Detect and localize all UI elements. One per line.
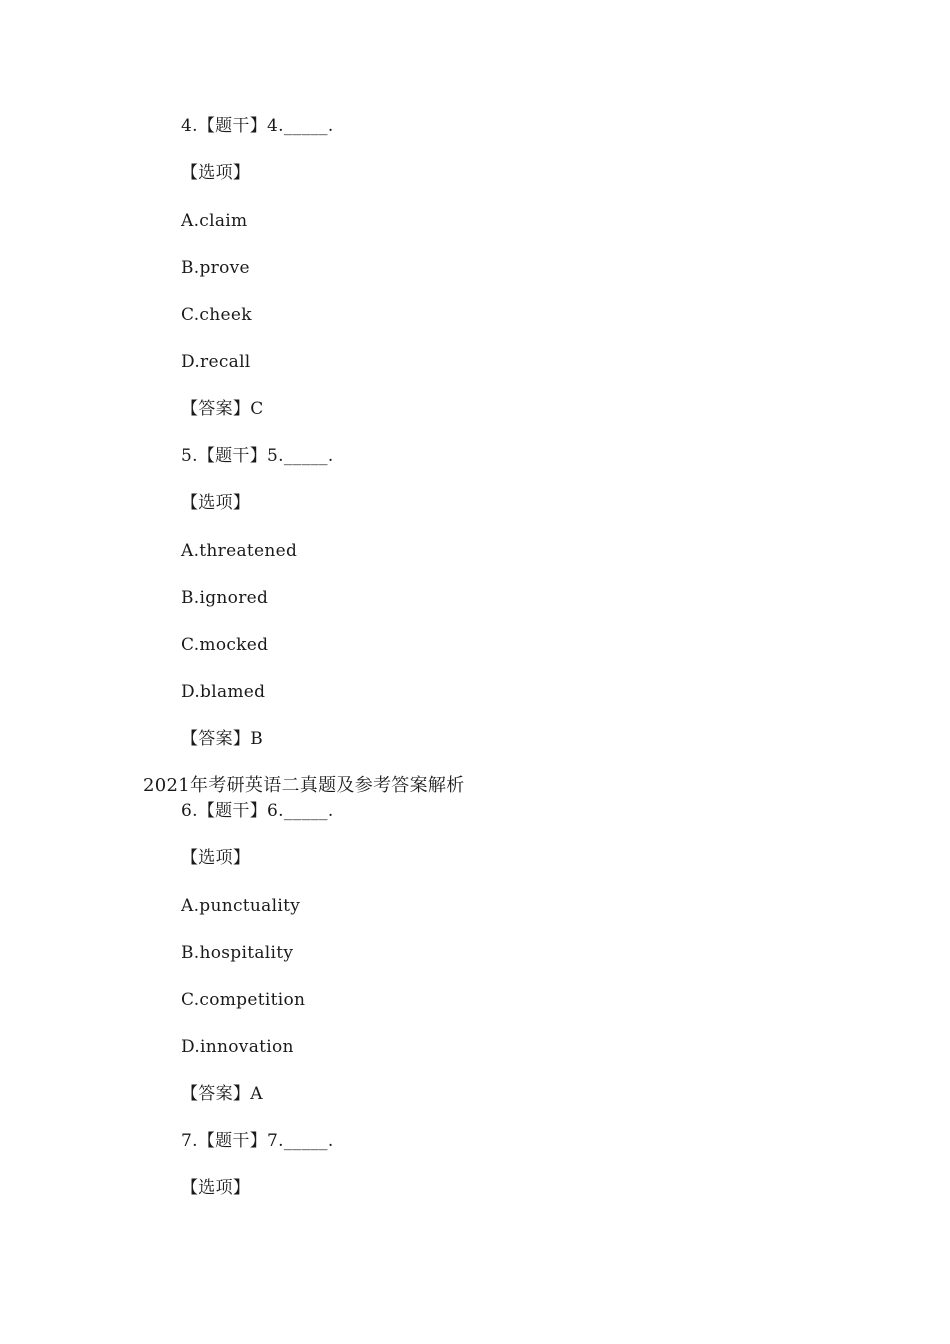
page-heading: 2021年考研英语二真题及参考答案解析 [143,775,465,796]
question-5-option-c: C.mocked [181,635,269,655]
question-6-option-b: B.hospitality [181,943,294,963]
question-5-stem: 5.【题干】5._____. [181,446,334,466]
question-4-stem: 4.【题干】4._____. [181,116,334,136]
question-6-option-c: C.competition [181,990,306,1010]
question-4-option-d: D.recall [181,352,251,372]
question-5-option-a: A.threatened [181,541,298,561]
question-4-option-c: C.cheek [181,305,252,325]
question-5-answer: 【答案】B [181,729,263,749]
question-4-answer: 【答案】C [181,399,264,419]
question-6-option-a: A.punctuality [181,896,301,916]
question-6-option-d: D.innovation [181,1037,294,1057]
question-5-options-label: 【选项】 [181,493,251,513]
question-4-option-b: B.prove [181,258,250,278]
question-6-stem: 6.【题干】6._____. [181,801,334,821]
question-7-stem: 7.【题干】7._____. [181,1131,334,1151]
question-6-options-label: 【选项】 [181,848,251,868]
question-4-option-a: A.claim [181,211,248,231]
question-4-options-label: 【选项】 [181,163,251,183]
question-7-options-label: 【选项】 [181,1178,251,1198]
question-6-answer: 【答案】A [181,1084,263,1104]
question-5-option-b: B.ignored [181,588,269,608]
question-5-option-d: D.blamed [181,682,266,702]
